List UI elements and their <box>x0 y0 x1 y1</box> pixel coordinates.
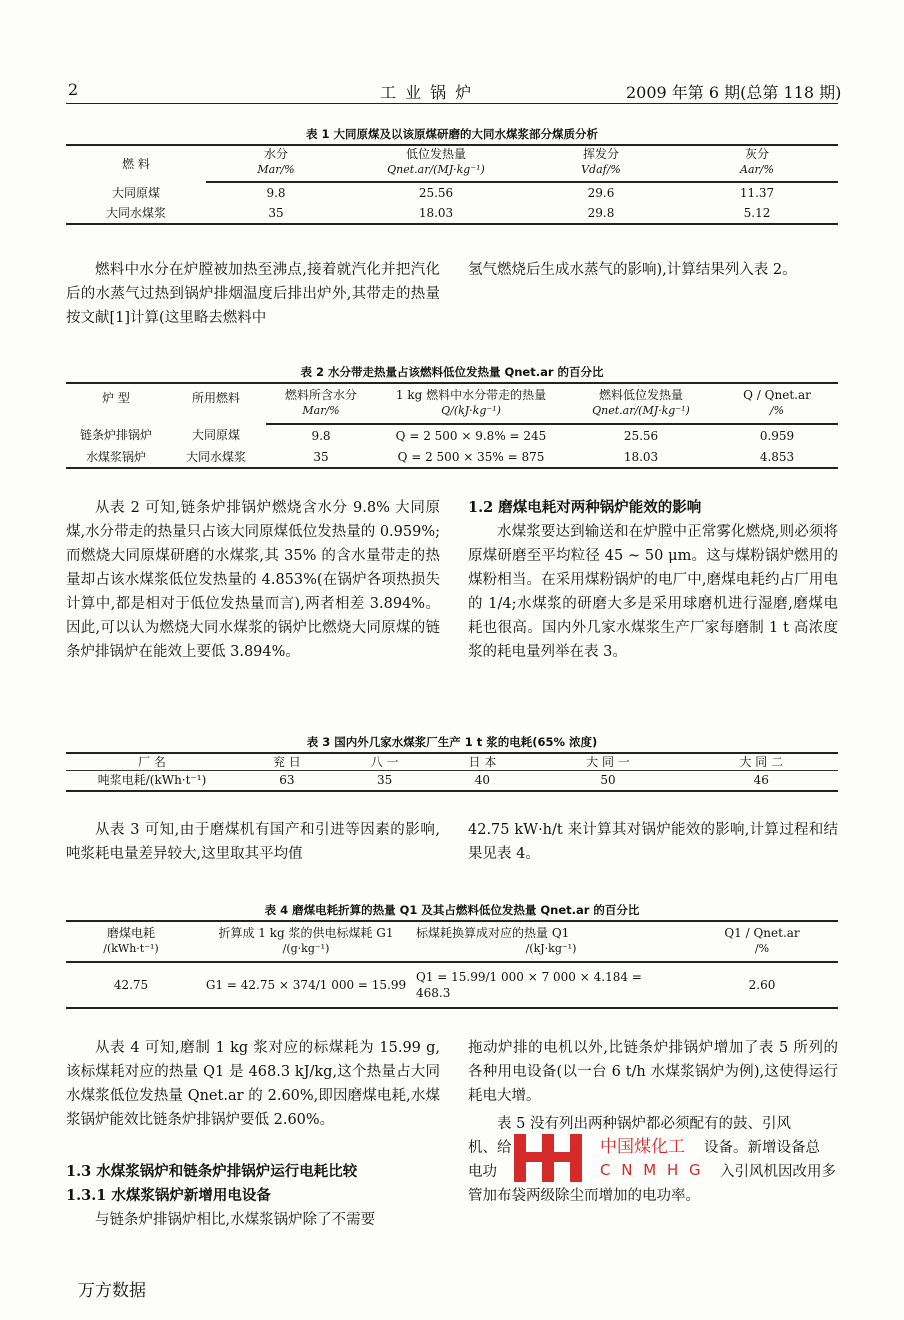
table3-cell: 50 <box>531 771 684 791</box>
table2-header-fuel: 所用燃料 <box>166 383 266 424</box>
table1-cell: 5.12 <box>676 203 838 224</box>
table2-cell: 大同水煤浆 <box>166 446 266 468</box>
table2-header: Q / Qnet.ar <box>716 383 838 403</box>
table1-unit: Mar/% <box>206 162 346 182</box>
table4-cell: 2.60 <box>686 962 838 1008</box>
table2-cell: 18.03 <box>566 446 716 468</box>
paragraph-3-right: 42.75 kW·h/t 来计算其对锅炉能效的影响,计算过程和结果见表 4。 <box>468 822 838 862</box>
table4-unit: /(g·kg⁻¹) <box>196 941 416 962</box>
paragraph-4-left: 从表 4 可知,磨制 1 kg 浆对应的标煤耗为 15.99 g,该标煤耗对应的热量 Q1 是 468.3 kJ/kg,这个热量占大同水煤浆低位发热量 Qnet.ar 的 2.60%,即因磨煤电耗,水煤浆锅炉能效比链条炉排锅炉要低 2.60%。 <box>66 1040 440 1128</box>
issue-info: 2009 年第 6 期(总第 118 期) <box>626 83 842 102</box>
table4-unit: /(kJ·kg⁻¹) <box>416 941 686 962</box>
watermark-logo-icon <box>512 1130 592 1184</box>
table1-cell: 大同水煤浆 <box>66 203 206 224</box>
table3-header: 大 同 一 <box>531 753 684 771</box>
table2-unit: Qnet.ar/(MJ·kg⁻¹) <box>566 403 716 424</box>
table3-cell: 35 <box>336 771 434 791</box>
table1-cell: 18.03 <box>346 203 526 224</box>
table2-cell: 水煤浆锅炉 <box>66 446 166 468</box>
table3-header: 大 同 二 <box>685 753 838 771</box>
table2-unit: Q/(kJ·kg⁻¹) <box>376 403 566 424</box>
table4-header: 标煤耗换算成对应的热量 Q1 <box>416 921 686 941</box>
table3-caption: 表 3 国内外几家水煤浆厂生产 1 t 浆的电耗(65% 浓度) <box>306 735 598 749</box>
paragraph-5-right-a: 拖动炉排的电机以外,比链条炉排锅炉增加了表 5 所列的各种用电设备(以一台 6 t/h 水煤浆锅炉为例),这使得运行耗电大增。 <box>468 1040 838 1104</box>
table2-caption: 表 2 水分带走热量占该燃料低位发热量 Qnet.ar 的百分比 <box>300 365 604 379</box>
paragraph-1-right: 氢气燃烧后生成水蒸气的影响),计算结果列入表 2。 <box>468 262 797 278</box>
table3-header: 日 本 <box>434 753 532 771</box>
table4-caption: 表 4 磨煤电耗折算的热量 Q1 及其占燃料低位发热量 Qnet.ar 的百分比 <box>264 903 640 917</box>
table2-header: 1 kg 燃料中水分带走的热量 <box>376 383 566 403</box>
table2-unit: /% <box>716 403 838 424</box>
watermark-cn-text: 中国煤化工 <box>600 1132 685 1157</box>
paragraph-5-right-b2: 机、给 <box>468 1140 512 1156</box>
table1-unit: Vdaf/% <box>526 162 676 182</box>
table2-cell: 25.56 <box>623 428 659 443</box>
table1-header: 灰分 <box>676 145 838 162</box>
table1-cell: 29.6 <box>587 186 615 200</box>
table4-header: 磨煤电耗 <box>66 921 196 941</box>
table2-cell: 4.853 <box>716 446 838 468</box>
table4-header: 折算成 1 kg 浆的供电标煤耗 G1 <box>196 921 416 941</box>
page-number: 2 <box>68 80 79 99</box>
paragraph-5-right-b3: 设备。新增设备总 <box>704 1140 820 1156</box>
table1-unit: Aar/% <box>676 162 838 182</box>
table4-cell: 42.75 <box>66 962 196 1008</box>
table1-header: 低位发热量 <box>346 145 526 162</box>
table1-cell: 25.56 <box>418 186 454 200</box>
table2-cell: Q = 2 500 × 35% = 875 <box>376 446 566 468</box>
paragraph-5-right-b4: 电功 <box>468 1164 497 1180</box>
table2-cell: 35 <box>266 446 376 468</box>
table2-cell: Q = 2 500 × 9.8% = 245 <box>395 428 547 443</box>
paragraph-5-left: 与链条炉排锅炉相比,水煤浆锅炉除了不需要 <box>95 1212 376 1228</box>
table1-unit: Qnet.ar/(MJ·kg⁻¹) <box>346 162 526 182</box>
section-1-3-1-title: 1.3.1 水煤浆锅炉新增用电设备 <box>66 1187 271 1204</box>
section-1-3-title: 1.3 水煤浆锅炉和链条炉排锅炉运行电耗比较 <box>66 1163 358 1180</box>
table3-header: 兖 日 <box>238 753 336 771</box>
table1-cell: 35 <box>206 203 346 224</box>
section-1-2-text: 水煤浆要达到输送和在炉膛中正常雾化燃烧,则必须将原煤研磨至平均粒径 45 ~ 50 μm。这与煤粉锅炉燃用的煤粉相当。在采用煤粉锅炉的电厂中,磨煤电耗约占厂用电的 1/4;水煤浆的研磨大多是采用球磨机进行湿磨,磨煤电耗也很高。国内外几家水煤浆生产厂家每磨制 1 t 高浓度浆的耗电量列举在表 3。 <box>468 524 838 660</box>
table4-heat-line1: Q1 = 15.99/1 000 × 7 000 × 4.184 = <box>416 970 642 984</box>
table1-header: 挥发分 <box>526 145 676 162</box>
table2-cell: 9.8 <box>311 428 331 443</box>
table4-header: Q1 / Qnet.ar <box>686 921 838 941</box>
table3-cell: 63 <box>238 771 336 791</box>
table1 <box>66 144 838 225</box>
table4 <box>66 920 838 1009</box>
paragraph-1-left: 燃料中水分在炉膛被加热至沸点,接着就汽化并把汽化后的水蒸气过热到锅炉排烟温度后排出炉外,其带走的热量按文献[1]计算(这里略去燃料中 <box>66 262 440 326</box>
section-1-2-title: 1.2 磨煤电耗对两种锅炉能效的影响 <box>468 499 702 516</box>
paragraph-5-right-b6: 管加布袋两级除尘而增加的电功率。 <box>468 1188 700 1204</box>
table2-header: 燃料所含水分 <box>266 383 376 403</box>
header-rule <box>66 103 838 104</box>
table2-cell: 0.959 <box>759 428 795 443</box>
table4-unit: /% <box>686 941 838 962</box>
table1-cell: 11.37 <box>739 186 775 200</box>
table2-unit: Mar/% <box>266 403 376 424</box>
table2-cell: 链条炉排锅炉 <box>79 428 152 442</box>
footer-source: 万方数据 <box>78 1281 146 1301</box>
table1-cell: 29.8 <box>526 203 676 224</box>
paragraph-2-left: 从表 2 可知,链条炉排锅炉燃烧含水分 9.8% 大同原煤,水分带走的热量只占该大同原煤低位发热量的 0.959%;而燃烧大同原煤研磨的水煤浆,其 35% 的含水量带走的热量却占该水煤浆低位发热量的 4.853%(在锅炉各项热损失计算中,都是相对于低位发热量而言),两者相差 3.894%。因此,可以认为燃烧大同水煤浆的锅炉比燃烧大同原煤的链条炉排锅炉在能效上要低 3.894%。 <box>66 500 440 660</box>
paragraph-5-right-b5: 入引风机因改用多 <box>720 1164 836 1180</box>
table3-cell: 40 <box>434 771 532 791</box>
paragraph-5-right-b1: 表 5 没有列出两种锅炉都必须配有的鼓、引风 <box>497 1116 791 1132</box>
table4-heat-line2: 468.3 <box>416 986 451 1000</box>
table1-caption: 表 1 大同原煤及以该原煤研磨的大同水煤浆部分煤质分析 <box>305 127 598 141</box>
table2-header-type: 炉 型 <box>66 383 166 424</box>
table4-cell-heat <box>416 962 686 1008</box>
table1-header-fuel: 燃 料 <box>66 145 206 182</box>
table2-header: 燃料低位发热量 <box>566 383 716 403</box>
journal-title: 工 业 锅 炉 <box>380 83 474 102</box>
table4-unit: /(kWh·t⁻¹) <box>66 941 196 962</box>
table1-cell: 9.8 <box>266 186 286 200</box>
table1-header: 水分 <box>206 145 346 162</box>
table3 <box>66 752 838 792</box>
table2 <box>66 382 838 469</box>
watermark-en-text: C N M H G <box>600 1161 704 1179</box>
table3-header: 厂 名 <box>66 753 238 771</box>
table4-cell: G1 = 42.75 × 374/1 000 = 15.99 <box>196 962 416 1008</box>
paragraph-3-left: 从表 3 可知,由于磨煤机有国产和引进等因素的影响,吨浆耗电量差异较大,这里取其平均值 <box>66 822 440 862</box>
table2-cell: 大同原煤 <box>191 428 240 442</box>
table3-cell: 46 <box>685 771 838 791</box>
table3-cell: 吨浆电耗/(kWh·t⁻¹) <box>66 771 238 791</box>
table3-header: 八 一 <box>336 753 434 771</box>
table1-cell: 大同原煤 <box>111 185 160 200</box>
